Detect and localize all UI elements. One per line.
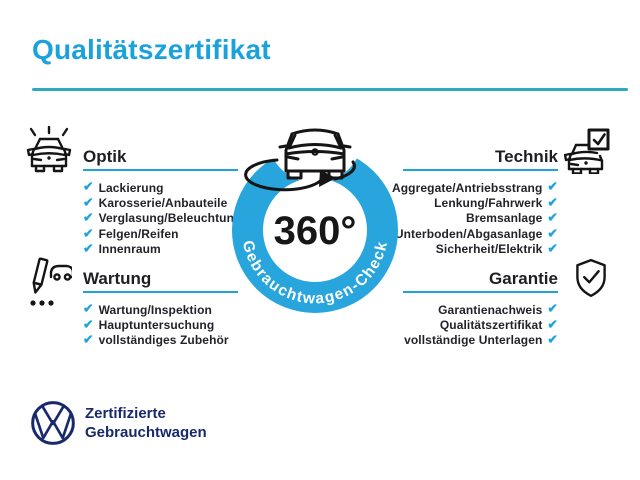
list-item-label: Innenraum [98,242,161,257]
section-wartung [83,269,238,348]
list-item-label: vollständiges Zubehör [98,333,229,348]
list-item-label: vollständige Unterlagen [404,333,543,348]
section-wartung-title: Wartung [83,269,152,288]
list-item [391,179,558,195]
list-item-label: Bremsanlage [465,211,543,226]
list-item [83,210,242,226]
check-icon: ✔ [547,210,558,225]
check-icon: ✔ [83,210,94,225]
section-garantie-underline [403,291,558,293]
brand-line-1: Zertifizierte [85,405,166,422]
list-item-label: Qualitätszertifikat [439,318,543,333]
check-icon: ✔ [83,332,94,347]
list-item-label: Garantienachweis [438,302,543,317]
section-garantie [403,269,558,348]
check-icon: ✔ [83,195,94,210]
check-icon: ✔ [83,179,94,194]
car-front-shine-icon [26,126,72,174]
car-front-checkbox-icon [564,128,610,174]
section-wartung-underline [83,291,238,293]
check-icon: ✔ [83,226,94,241]
check-icon: ✔ [547,241,558,256]
section-optik-title: Optik [83,147,127,166]
list-item [83,333,238,348]
section-optik-list [83,179,242,257]
list-item-label: Lenkung/Fahrwerk [434,196,543,211]
check-icon: ✔ [547,179,558,194]
section-optik-underline [83,169,238,171]
ring-label: Gebrauchtwagen-Check [238,238,392,308]
list-item [403,333,558,348]
list-item [403,242,558,257]
center-360-graphic [225,105,415,333]
title-divider [32,88,628,91]
list-item-label: Lackierung [98,180,164,195]
check-icon: ✔ [547,195,558,210]
list-item-label: Karosserie/Anbauteile [98,196,228,211]
brand-text [85,404,207,442]
list-item [83,302,238,317]
list-item [403,195,558,210]
list-item-label: Aggregate/Antriebsstrang [391,180,543,195]
check-icon: ✔ [83,317,94,332]
check-icon: ✔ [83,301,94,316]
list-item [83,242,238,257]
list-item-label: Felgen/Reifen [98,226,179,241]
check-icon: ✔ [547,301,558,316]
vw-logo [30,400,76,446]
list-item [403,211,558,226]
brand-line-2: Gebrauchtwagen [85,424,207,441]
section-technik-underline [403,169,558,171]
list-item-label: Verglasung/Beleuchtung [98,211,242,226]
degree-label: 360° [273,209,357,253]
check-icon: ✔ [547,332,558,347]
section-technik-title: Technik [495,147,558,166]
list-item [83,317,238,332]
check-icon: ✔ [547,317,558,332]
list-item [83,180,238,195]
list-item-label: Unterboden/Abgasanlage [394,226,543,241]
list-item [83,195,238,210]
list-item [83,226,238,241]
list-item [403,317,558,332]
list-item [394,226,558,241]
list-item-label: Hauptuntersuchung [98,318,215,333]
page-title: Qualitätszertifikat [32,34,271,65]
section-optik [83,147,242,257]
section-technik-list [391,179,558,257]
section-technik [391,147,558,257]
section-garantie-title: Garantie [489,269,558,288]
list-item-label: Sicherheit/Elektrik [435,242,543,257]
section-wartung-list [83,302,238,348]
section-garantie-list [403,302,558,348]
checklist-pencil-car-icon [26,256,72,310]
list-item-label: Wartung/Inspektion [98,302,212,317]
check-icon: ✔ [83,241,94,256]
shield-check-icon [574,258,608,298]
check-icon: ✔ [547,226,558,241]
list-item [403,302,558,317]
